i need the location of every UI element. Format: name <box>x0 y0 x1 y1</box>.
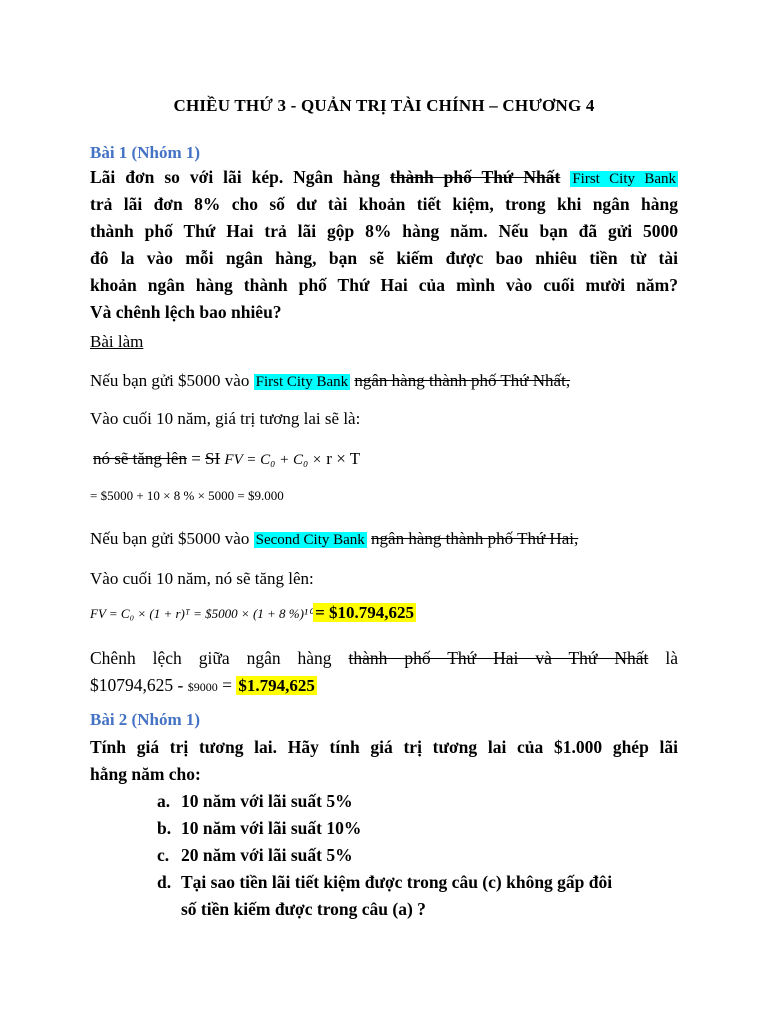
problem-line: khoản ngân hàng thành phố Thứ Hai của mình vào cuối mười năm? <box>90 275 678 295</box>
solution-text: Nếu bạn gửi $5000 vào <box>90 371 254 390</box>
list-item-text: 10 năm với lãi suất 10% <box>181 818 362 838</box>
compound-interest-formula <box>90 603 416 623</box>
simple-interest-formula <box>93 449 360 469</box>
struck-text: ngân hàng thành phố Thứ Nhất, <box>354 371 571 390</box>
highlighted-result: = $10.794,625 <box>315 603 414 622</box>
simple-interest-result: = $5000 + 10 × 8 % × 5000 = $9.000 <box>90 488 284 503</box>
solution-line-1 <box>90 371 570 391</box>
list-marker: a. <box>157 791 171 811</box>
formula-tail: r × T <box>322 449 361 468</box>
struck-text: thành phố Thứ Hai và Thứ Nhất <box>348 648 649 668</box>
problem-line <box>90 164 678 191</box>
equals-sign: = <box>186 449 206 468</box>
list-item-text: Tại sao tiền lãi tiết kiệm được trong câu (c) không gấp đôi <box>181 872 613 892</box>
statement-text: $10794,625 - <box>90 675 188 695</box>
solution-label: Bài làm <box>90 332 144 351</box>
exercise-2-problem <box>90 734 678 788</box>
struck-text: SI <box>205 449 221 468</box>
highlighted-result: $1.794,625 <box>238 676 315 695</box>
list-item-text: 10 năm với lãi suất 5% <box>181 791 353 811</box>
problem-line: trả lãi đơn 8% cho số dư tài khoản tiết kiệm, trong khi ngân hàng <box>90 194 678 214</box>
list-item-continuation: số tiền kiếm được trong câu (a) ? <box>181 899 426 919</box>
solution-line-5 <box>90 529 578 549</box>
highlighted-bank-name: First City Bank <box>572 171 676 187</box>
exercise-2-heading: Bài 2 (Nhóm 1) <box>90 710 201 729</box>
problem-line: Tính giá trị tương lai. Hãy tính giá trị tương lai của $1.000 ghép lãi <box>90 737 678 757</box>
problem-line: đô la vào mỗi ngân hàng, bạn sẽ kiếm được bao nhiêu tiền từ tài <box>90 248 678 268</box>
list-item-text: 20 năm với lãi suất 5% <box>181 845 353 865</box>
formula-text: FV = C₀ × (1 + r)ᵀ = $5000 × (1 + 8 %)¹⁰ <box>90 606 314 621</box>
struck-text: nó sẽ tăng lên <box>93 449 187 468</box>
problem-line: hằng năm cho: <box>90 764 201 784</box>
solution-text: Nếu bạn gửi $5000 vào <box>90 529 254 548</box>
small-value: $9000 <box>187 680 218 694</box>
solution-line-2: Vào cuối 10 năm, giá trị tương lai sẽ là: <box>90 409 361 428</box>
list-item-c <box>157 842 353 869</box>
struck-text: thành phố Thứ Nhất <box>389 167 561 187</box>
list-marker: c. <box>157 845 170 865</box>
difference-statement <box>90 645 678 699</box>
struck-text: ngân hàng thành phố Thứ Hai, <box>371 529 579 548</box>
statement-line <box>90 672 678 699</box>
problem-text: Lãi đơn so với lãi kép. Ngân hàng <box>90 167 390 187</box>
list-item-a <box>157 788 353 815</box>
list-marker: d. <box>157 872 172 892</box>
statement-line <box>90 645 678 672</box>
list-item-d <box>157 869 612 923</box>
formula-text: FV = C₀ + C₀ × <box>224 452 323 468</box>
highlighted-bank-name: First City Bank <box>255 374 349 390</box>
solution-line-6: Vào cuối 10 năm, nó sẽ tăng lên: <box>90 569 314 588</box>
equals-sign: = <box>217 675 237 695</box>
exercise-1-problem <box>90 164 678 326</box>
problem-line: thành phố Thứ Hai trả lãi gộp 8% hàng năm. Nếu bạn đã gửi 5000 <box>90 221 678 241</box>
statement-text: là <box>648 648 678 668</box>
list-item-b <box>157 815 361 842</box>
problem-line: Và chênh lệch bao nhiêu? <box>90 302 282 322</box>
statement-text: Chênh lệch giữa ngân hàng <box>90 648 349 668</box>
document-title: CHIỀU THỨ 3 - QUẢN TRỊ TÀI CHÍNH – CHƯƠNG 4 <box>173 96 595 115</box>
highlighted-bank-name: Second City Bank <box>255 532 365 548</box>
exercise-1-heading: Bài 1 (Nhóm 1) <box>90 143 201 162</box>
list-marker: b. <box>157 818 172 838</box>
